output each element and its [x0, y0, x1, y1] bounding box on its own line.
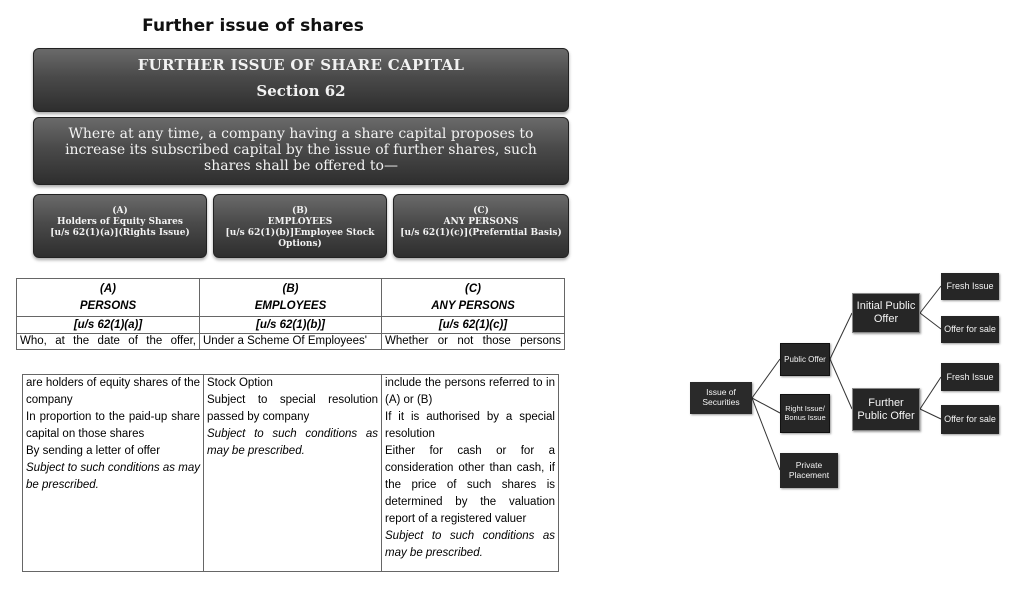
- column-b-code: (B): [282, 283, 299, 295]
- connector-root-public: [752, 359, 780, 398]
- option-c-ref: [u/s 62(1)(c)](Preferntial Basis): [400, 228, 562, 238]
- node-initial-public-offer: Initial Public Offer: [852, 293, 920, 333]
- column-a-detail-4: Subject to such conditions as may be prescribed.: [26, 462, 200, 491]
- intro-text: Where at any time, a company having a share capital proposes to increase its subscribed capital by the issue of further shares, such shares shall be offered to—: [65, 126, 537, 174]
- column-c-details: [382, 375, 559, 572]
- column-c-title: ANY PERSONS: [431, 300, 515, 312]
- option-c-box: [393, 194, 569, 258]
- column-a-detail-3: By sending a letter of offer: [26, 445, 161, 457]
- column-c-detail-3: Either for cash or for a consideration other than cash, if the price of such shares is determined by the valuation report of a registered valuer: [385, 445, 555, 525]
- column-c-detail-2: If it is authorised by a special resolution: [385, 411, 555, 440]
- section-number: Section 62: [256, 82, 346, 100]
- option-b-box: [213, 194, 387, 258]
- section-header-title: FURTHER ISSUE OF SHARE CAPITAL: [137, 56, 465, 74]
- column-a-first-line: Who, at the date of the offer,: [17, 334, 200, 350]
- column-c-detail-1: include the persons referred to in (A) or (B): [385, 377, 555, 406]
- column-c-section: [u/s 62(1)(c)]: [382, 317, 565, 334]
- column-b-section: [u/s 62(1)(b)]: [200, 317, 382, 334]
- column-c-detail-4: Subject to such conditions as may be prescribed.: [385, 530, 555, 559]
- connector-fpo-fresh: [920, 377, 941, 409]
- section-header-box: [33, 48, 569, 112]
- column-c-first-line: Whether or not those persons: [382, 334, 565, 350]
- column-b-detail-1: Stock Option: [207, 377, 273, 389]
- node-public-offer: Public Offer: [780, 343, 830, 376]
- option-b-label: EMPLOYEES: [267, 217, 333, 227]
- connector-ipo-fresh: [920, 286, 941, 313]
- persons-table-header: [16, 278, 565, 350]
- column-c-code: (C): [465, 283, 481, 295]
- connector-root-private: [752, 398, 780, 470]
- column-a-detail-2: In proportion to the paid-up share capital on those shares: [26, 411, 200, 440]
- column-b-detail-3: Subject to such conditions as may be prescribed.: [207, 428, 378, 457]
- column-a-title: PERSONS: [79, 300, 137, 312]
- node-private-placement: Private Placement: [780, 453, 838, 488]
- table-row: [23, 375, 559, 572]
- connector-public-fpo: [830, 359, 852, 409]
- option-a-label: Holders of Equity Shares: [57, 217, 183, 227]
- intro-box: [33, 117, 569, 185]
- node-fpo-offer-for-sale: Offer for sale: [941, 405, 999, 434]
- node-ipo-fresh-issue: Fresh Issue: [941, 273, 999, 300]
- column-a-code: (A): [100, 283, 116, 295]
- column-b-details: [204, 375, 382, 572]
- option-a-box: [33, 194, 207, 258]
- issue-of-securities-diagram: [690, 262, 1010, 502]
- connector-public-ipo: [830, 313, 852, 359]
- connector-root-right: [752, 398, 780, 413]
- column-b-detail-2: Subject to special resolution passed by company: [207, 394, 378, 423]
- option-c-label: ANY PERSONS: [443, 217, 519, 227]
- node-ipo-offer-for-sale: Offer for sale: [941, 316, 999, 343]
- page-title: Further issue of shares: [142, 16, 364, 36]
- column-a-header: [17, 279, 200, 317]
- column-b-title: EMPLOYEES: [254, 300, 327, 312]
- column-a-section: [u/s 62(1)(a)]: [17, 317, 200, 334]
- node-further-public-offer: Further Public Offer: [852, 388, 920, 431]
- option-a-ref: [u/s 62(1)(a)](Rights Issue): [50, 228, 190, 238]
- node-right-bonus-issue: Right Issue/ Bonus Issue: [780, 394, 830, 433]
- option-c-code: (C): [473, 206, 489, 216]
- option-b-code: (B): [291, 206, 309, 216]
- option-b-ref: [u/s 62(1)(b)]Employee Stock Options): [225, 228, 375, 249]
- column-b-header: [200, 279, 382, 317]
- column-a-details: [23, 375, 204, 572]
- node-fpo-fresh-issue: Fresh Issue: [941, 363, 999, 391]
- column-c-header: [382, 279, 565, 317]
- table-row: [17, 279, 565, 317]
- persons-table-continued: [22, 374, 559, 572]
- option-a-code: (A): [112, 206, 128, 216]
- node-issue-of-securities: Issue of Securities: [690, 382, 752, 414]
- column-a-detail-1: are holders of equity shares of the company: [26, 377, 200, 406]
- table-row: [17, 334, 565, 350]
- connector-ipo-ofs: [920, 313, 941, 329]
- column-b-first-line: Under a Scheme Of Employees': [200, 334, 382, 350]
- table-row: [17, 317, 565, 334]
- connector-fpo-ofs: [920, 409, 941, 419]
